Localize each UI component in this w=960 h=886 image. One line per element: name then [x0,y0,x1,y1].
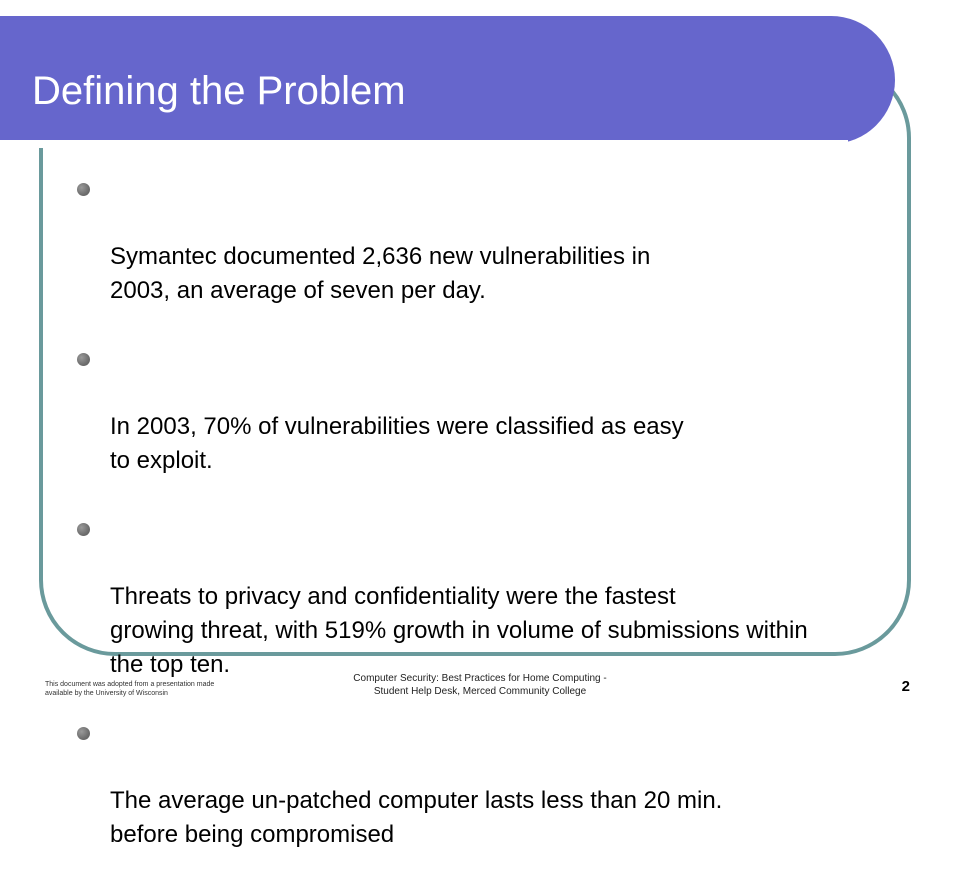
bullet-item [75,716,905,852]
page-number: 2 [901,678,910,695]
slide-title: Defining the Problem [32,69,406,113]
bullet-text: Symantec documented 2,636 new vulnerabilities in 2003, an average of seven per day. [110,243,651,304]
bullet-icon [77,523,90,536]
bullet-icon [77,353,90,366]
footer-course-title: Computer Security: Best Practices for Home Computing - Student Help Desk, Merced Community College [353,673,607,697]
bullet-item [75,512,905,682]
bullet-icon [77,183,90,196]
bullet-text: The average un-patched computer lasts less than 20 min. before being compromised [110,787,723,848]
title-underline [0,140,848,148]
bullet-list [75,172,905,886]
bullet-icon [77,727,90,740]
bullet-item [75,342,905,478]
bullet-text: In 2003, 70% of vulnerabilities were classified as easy to exploit. [110,413,684,474]
bullet-item [75,172,905,308]
bullet-text: Threats to privacy and confidentiality were the fastest growing threat, with 519% growth in volume of submissions within the top ten. [110,583,808,678]
footer-attribution: This document was adopted from a presentation made available by the University of Wisconsin [45,681,215,697]
title-bar [0,16,895,144]
